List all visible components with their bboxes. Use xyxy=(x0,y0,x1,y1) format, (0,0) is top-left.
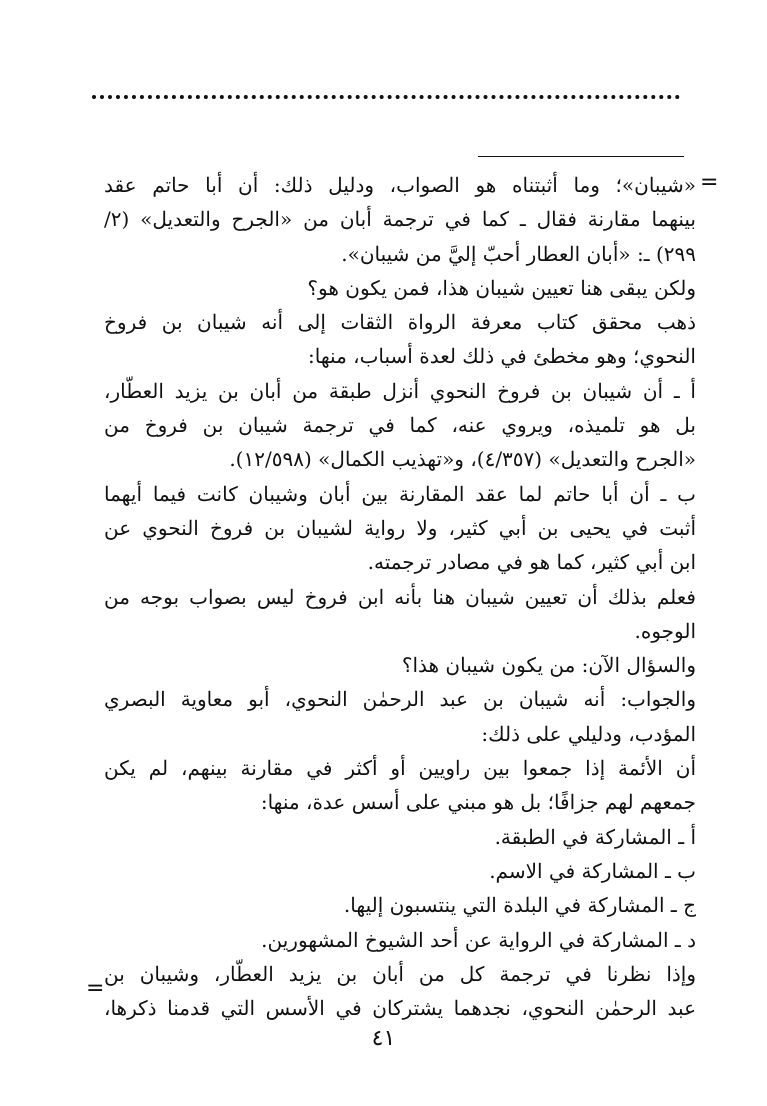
text-line: ب ـ أن أبا حاتم لما عقد المقارنة بين أبان وشيبان كانت فيما أيهما xyxy=(104,481,696,506)
text-line: النحوي؛ وهو مخطئ في ذلك لعدة أسباب، منها: xyxy=(307,344,696,369)
text-line: «الجرح والتعديل» (٤/٣٥٧)، و«تهذيب الكمال» (١٢/٥٩٨). xyxy=(229,447,696,472)
page-number: ٤١ xyxy=(371,1026,396,1051)
text-line: جمعهم لهم جزافًا؛ بل هو مبني على أسس عدة، منها: xyxy=(260,790,696,815)
text-line: وإذا نظرنا في ترجمة كل من أبان بن يزيد العطّار، وشيبان بن xyxy=(104,961,696,986)
footnote-rule xyxy=(478,156,684,157)
text-line: ابن أبي كثير، كما هو في مصادر ترجمته. xyxy=(367,550,696,575)
text-line: المؤدب، ودليلي على ذلك: xyxy=(481,721,696,746)
text-line: فعلم بذلك أن تعيين شيبان هنا بأنه ابن فروخ ليس بصواب بوجه من xyxy=(104,584,696,609)
continuation-mark-bottom: = xyxy=(86,976,105,1001)
text-line: ب ـ المشاركة في الاسم. xyxy=(489,858,696,883)
text-line: بينهما مقارنة فقال ـ كما في ترجمة أبان من «الجرح والتعديل» (٢/ xyxy=(104,207,696,232)
text-line: ٢٩٩) ـ: «أبان العطار أحبّ إليَّ من شيبان». xyxy=(341,241,696,266)
text-line: بل هو تلميذه، ويروي عنه، كما في ترجمة شيبان بن فروخ من xyxy=(104,413,696,438)
text-line: ولكن يبقى هنا تعيين شيبان هذا، فمن يكون هو؟ xyxy=(307,275,696,300)
text-line: أن الأئمة إذا جمعوا بين راويين أو أكثر في مقارنة بينهم، لم يكن xyxy=(104,756,696,781)
text-line: الوجوه. xyxy=(634,618,696,643)
text-line: أثبت في يحيى بن أبي كثير، ولا رواية لشيبان بن فروخ النحوي عن xyxy=(104,515,696,540)
text-line: عبد الرحمٰن النحوي، نجدهما يشتركان في الأسس التي قدمنا ذكرها، xyxy=(104,996,696,1021)
text-line: ج ـ المشاركة في البلدة التي ينتسبون إليها. xyxy=(343,893,696,918)
footnote-text xyxy=(104,168,696,1025)
text-line: والجواب: أنه شيبان بن عبد الرحمٰن النحوي، أبو معاوية البصري xyxy=(104,687,696,712)
text-line: ذهب محقق كتاب معرفة الرواة الثقات إلى أنه شيبان بن فروخ xyxy=(104,310,696,335)
dotted-separator xyxy=(92,95,680,99)
text-line: أ ـ المشاركة في الطبقة. xyxy=(494,824,696,849)
text-line: أ ـ أن شيبان بن فروخ النحوي أنزل طبقة من أبان بن يزيد العطّار، xyxy=(104,378,696,403)
text-line: والسؤال الآن: من يكون شيبان هذا؟ xyxy=(401,653,696,678)
continuation-mark-top: = xyxy=(700,170,719,195)
text-line: د ـ المشاركة في الرواية عن أحد الشيوخ المشهورين. xyxy=(261,927,696,952)
text-line: «شيبان»؛ وما أثبتناه هو الصواب، ودليل ذلك: أن أبا حاتم عقد xyxy=(104,173,696,197)
